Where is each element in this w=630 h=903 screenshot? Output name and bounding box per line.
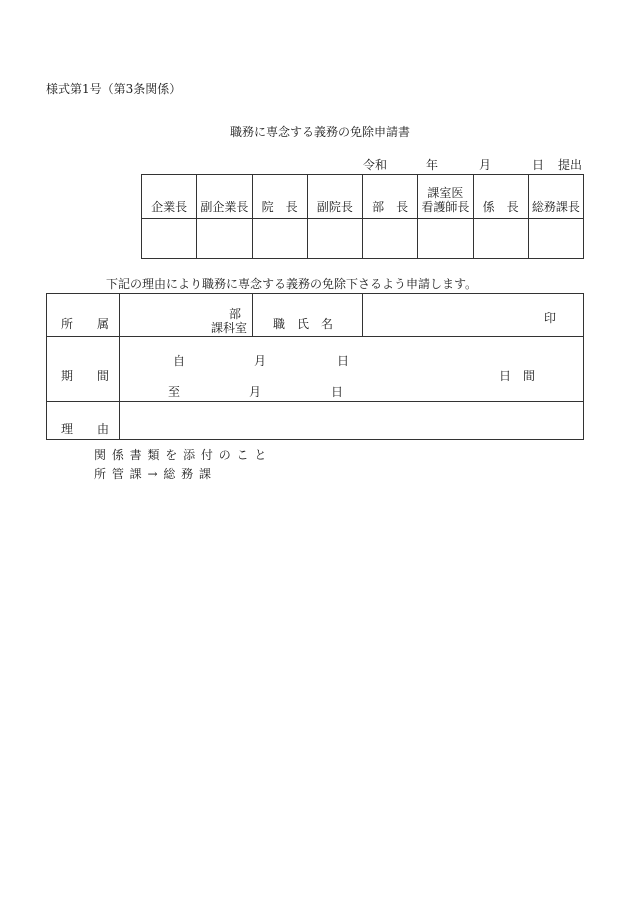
period-to-day: 日 [331,385,344,399]
name-label: 職 氏 名 [273,317,334,331]
approval-header-row [142,175,584,219]
date-day: 日 [532,158,545,172]
period-from-marker: 自 [173,354,186,368]
stamp-cell[interactable] [252,219,307,259]
approval-header-cell: 院 長 [252,175,307,219]
department-suffix: 部 [229,307,242,321]
attachment-note: 関 係 書 類 を 添 付 の こ と [94,448,268,462]
approval-header-cell: 企業長 [142,175,197,219]
period-to-marker: 至 [168,385,181,399]
period-days-label: 日 間 [499,369,536,383]
approval-header-cell: 課室医 看護師長 [418,175,473,219]
period-label: 期 間 [61,369,110,383]
approval-stamp-table [141,174,584,259]
document-title: 職務に専念する義務の免除申請書 [230,125,411,139]
row-divider [47,336,583,337]
stamp-cell[interactable] [473,219,528,259]
name-column-divider [362,294,363,336]
section-suffix: 課科室 [211,321,248,335]
approval-header-cell: 副企業長 [197,175,252,219]
label-column-divider [119,294,120,439]
stamp-cell[interactable] [363,219,418,259]
row-divider [47,401,583,402]
name-column-divider [252,294,253,336]
date-submitted: 提出 [558,158,583,172]
stamp-cell[interactable] [307,219,362,259]
stamp-cell[interactable] [418,219,473,259]
stamp-cell[interactable] [528,219,583,259]
stamp-cell[interactable] [142,219,197,259]
date-year: 年 [426,158,439,172]
seal-mark: 印 [544,311,557,325]
request-text: 下記の理由により職務に専念する義務の免除下さるよう申請します。 [106,277,478,291]
application-form [46,293,584,440]
affiliation-label: 所 属 [61,317,110,331]
approval-header-cell: 副院長 [307,175,362,219]
responsible-section-note: 所 管 課 → 総 務 課 [94,467,212,481]
date-month: 月 [479,158,492,172]
period-from-month: 月 [254,354,267,368]
reason-label: 理 由 [61,422,110,436]
approval-stamp-row [142,219,584,259]
period-to-month: 月 [249,385,262,399]
stamp-cell[interactable] [197,219,252,259]
period-from-day: 日 [337,354,350,368]
approval-header-cell: 部 長 [363,175,418,219]
date-era: 令和 [363,158,388,172]
form-number: 様式第1号（第3条関係） [46,82,182,96]
approval-header-cell: 係 長 [473,175,528,219]
approval-header-cell: 総務課長 [528,175,583,219]
